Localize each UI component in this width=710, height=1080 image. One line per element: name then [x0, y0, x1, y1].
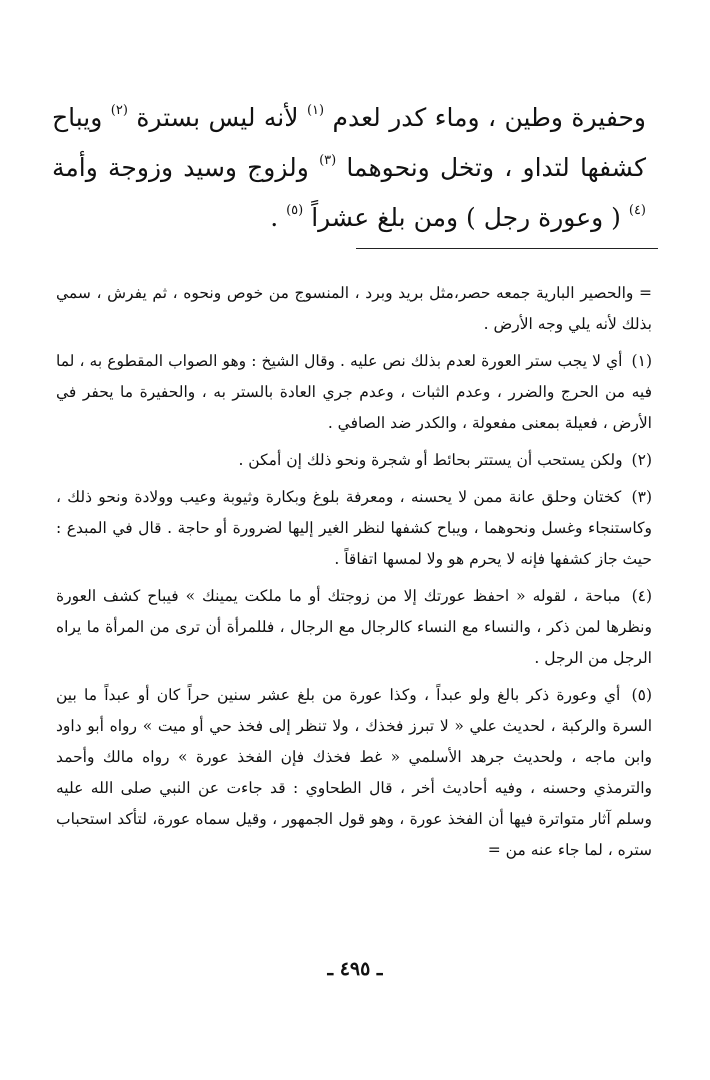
footnote-text: مباحة ، لقوله « احفظ عورتك إلا من زوجتك أو ما ملكت يمينك » فيباح كشف العورة ونظرها لمن ذكر ، والنساء مع النساء كالرجال مع الرجال ، فللمرأة أن ترى من المرأة ما يراه الرجل من الرجل .	[56, 587, 652, 667]
footnote-number: (٣)	[631, 488, 652, 506]
footnote-separator	[356, 248, 658, 249]
footnote-ref-4: (٤)	[628, 203, 646, 218]
footnote-3	[56, 482, 652, 575]
footnote-text: أي لا يجب ستر العورة لعدم بذلك نص عليه . وقال الشيخ : وهو الصواب المقطوع به ، لما فيه من الحرج والضرر ، وعدم الثبات ، وعدم جري العادة بالستر به ، والحفيرة ما يحفر في الأرض ، فعيلة بمعنى مفعولة ، والكدر ضد الصافي .	[56, 352, 652, 432]
footnote-text: أي وعورة ذكر بالغ ولو عبداً ، وكذا عورة من بلغ عشر سنين حراً كان أو عبداً ما بين السرة والركبة ، لحديث علي « لا تبرز فخذك ، ولا تنظر إلى فخذ حي أو ميت » رواه أبو داود وابن ماجه ، ولحديث جرهد الأسلمي « غط فخذك فإن الفخذ عورة » رواه مالك وأحمد والترمذي وحسنه ، وفيه أحاديث أخر ، قال الطحاوي : قد جاءت عن النبي صلى الله عليه وسلم آثار متواترة فيها أن الفخذ عورة ، وهو قول الجمهور ، وقيل سماه عورة، لتأكد استحباب ستره ، لما جاء عنه من =	[56, 686, 652, 859]
main-text	[52, 93, 646, 243]
footnote-text: = والحصير البارية جمعه حصر،مثل بريد وبرد ، المنسوج من خوص ونحوه ، ثم يفرش ، سمي بذلك لأنه يلي وجه الأرض .	[56, 284, 652, 333]
footnote-text: ولكن يستحب أن يستتر بحائط أو شجرة ونحو ذلك إن أمكن .	[238, 451, 623, 469]
main-text-segment: وحفيرة وطين ، وماء كدر لعدم	[332, 103, 647, 132]
footnote-ref-1: (١)	[306, 103, 325, 118]
main-text-segment: ويباح كشفها لتداو ، وتخل ونحوهما	[52, 103, 646, 182]
footnote-ref-2: (٢)	[110, 103, 128, 118]
footnote-number: (٥)	[631, 686, 652, 704]
main-text-segment: ولزوج وسيد وزوجة وأمة	[52, 153, 309, 182]
footnotes	[56, 278, 652, 872]
main-text-segment: لأنه ليس بسترة	[136, 103, 299, 132]
footnote-text: كختان وحلق عانة ممن لا يحسنه ، ومعرفة بلوغ وبكارة وثيوبة وعيب وولادة ونحو ذلك ، وكاستنجاء وغسل ونحوهما ، ويباح كشفها لنظر الغير إليها لضرورة أو حاجة . قال في المبدع : حيث جاز كشفها فإنه لا يحرم هو ولا لمسها اتفاقاً .	[56, 488, 652, 568]
footnote-number: (٢)	[631, 451, 652, 469]
footnote-2	[56, 445, 652, 476]
page-number: ـ ٤٩٥ ـ	[327, 958, 383, 980]
footnote-4	[56, 581, 652, 674]
footnote-ref-3: (٣)	[319, 153, 337, 168]
main-text-segment: ( وعورة رجل ) ومن بلغ عشراً	[311, 203, 621, 232]
footnote-5	[56, 680, 652, 866]
footnote-1	[56, 346, 652, 439]
footnote-ref-5: (٥)	[286, 203, 304, 218]
footnote-number: (١)	[631, 352, 652, 370]
footnote-number: (٤)	[631, 587, 653, 605]
footnote-continuation	[56, 278, 652, 340]
main-text-segment: .	[270, 203, 279, 232]
